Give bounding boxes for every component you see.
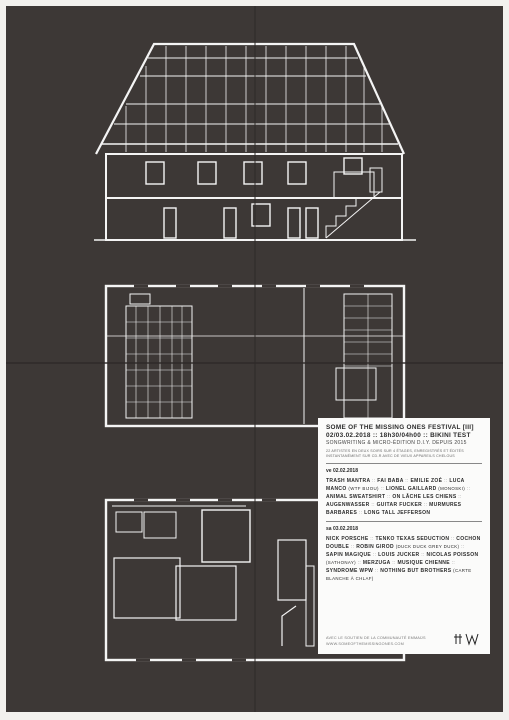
separator: :: [372,552,377,558]
separator: :: [371,502,375,508]
separator: :: [444,478,448,484]
divider [326,521,482,522]
day2-artist-note: (CARTE BLANCHE À CHLAF) [326,568,472,581]
day2-artist: COCHON DOUBLE [326,536,481,550]
separator: :: [461,544,465,550]
day1-artist: LIONEL GAILLARD [385,486,437,492]
day2-artist: MERZUGA [362,560,391,566]
separator: :: [358,510,363,516]
separator: :: [451,536,455,542]
day2-artist: TENKO TEXAS SEDUCTION [375,536,450,542]
day2-artist: NICOLAS POISSON [426,552,479,558]
support-text: AVEC LE SOUTIEN DE LA COMMUNAUTÉ EMMAÜS [326,636,426,640]
day1-artist-note: (MONOSKI) [438,486,466,491]
day2-artist: SAPIN MAGIQUE [326,552,372,558]
card-footer [326,635,426,647]
fold-vertical [254,6,256,712]
day2-artist: NOTHING BUT BROTHERS [380,568,452,574]
poster [6,6,503,712]
day1-artist: GUITAR FUCKER [376,502,423,508]
separator: :: [405,478,409,484]
day1-artist: EMILIE ZOÉ [410,478,443,484]
day1-artist: TRASH MANTRA [326,478,371,484]
day2-artist: ROBIN GIROD [356,544,394,550]
separator: :: [423,502,428,508]
day2-artist-note: (DUCK DUCK GREY DUCK) [395,544,460,549]
description-line-1: 22 ARTISTES EN DEUX SOIRS SUR 4 ÉTAGES, ENREGISTRÉS ET ÉDITÉS [326,449,464,453]
day1-artist: MURMURES BARBARES [326,502,462,516]
day1-artist: LONG TALL JEFFERSON [364,510,431,516]
day2-artist: SYNDROME WPW [326,568,374,574]
separator: :: [466,486,471,492]
day1-artist: AUGENWASSER [326,502,370,508]
day1-lineup [326,477,482,517]
festival-logo [454,632,480,646]
day1-artist-note: (WTF BIJOU) [348,486,379,491]
separator: :: [350,544,355,550]
festival-dates: 02/03.02.2018 :: 18h30/04h00 :: BIKINI TEST [326,432,471,439]
day2-lineup [326,535,482,583]
day2-artist-note: (SATHONAY) [326,560,356,565]
separator: :: [451,560,456,566]
description-line-2: INSTANTANÉMENT SUR CD-R AVEC DE VIEUX APPAREILS CHELOUS [326,454,455,458]
divider [326,463,482,464]
festival-subtitle: SONGWRITING & MICRO-ÉDITION D.I.Y. DEPUIS 2015 [326,440,467,446]
day2-label: sa 03.02.2018 [326,526,358,532]
separator: :: [370,536,374,542]
day1-artist: FAI BABA [377,478,404,484]
separator: :: [387,494,391,500]
festival-title: SOME OF THE MISSING ONES FESTIVAL [III] [326,424,474,431]
website-link[interactable]: WWW.SOMEOFTHEMISSINGONES.COM [326,642,404,646]
separator: :: [357,560,362,566]
day2-artist: LOUIS JUCKER [378,552,420,558]
day2-artist: MUSIQUE CHIENNE [397,560,450,566]
separator: :: [458,494,462,500]
separator: :: [380,486,385,492]
separator: :: [372,478,376,484]
day1-label: ve 02.02.2018 [326,468,358,474]
festival-description [326,449,482,459]
separator: :: [392,560,396,566]
info-card [318,418,490,654]
day1-artist: ANIMAL SWEATSHIRT [326,494,386,500]
separator: :: [375,568,379,574]
day1-artist: ON LÂCHE LES CHIENS [392,494,457,500]
separator: :: [421,552,425,558]
day2-artist: NICK PORSCHE [326,536,369,542]
day1-artist: LUCA MANCO [326,478,465,492]
